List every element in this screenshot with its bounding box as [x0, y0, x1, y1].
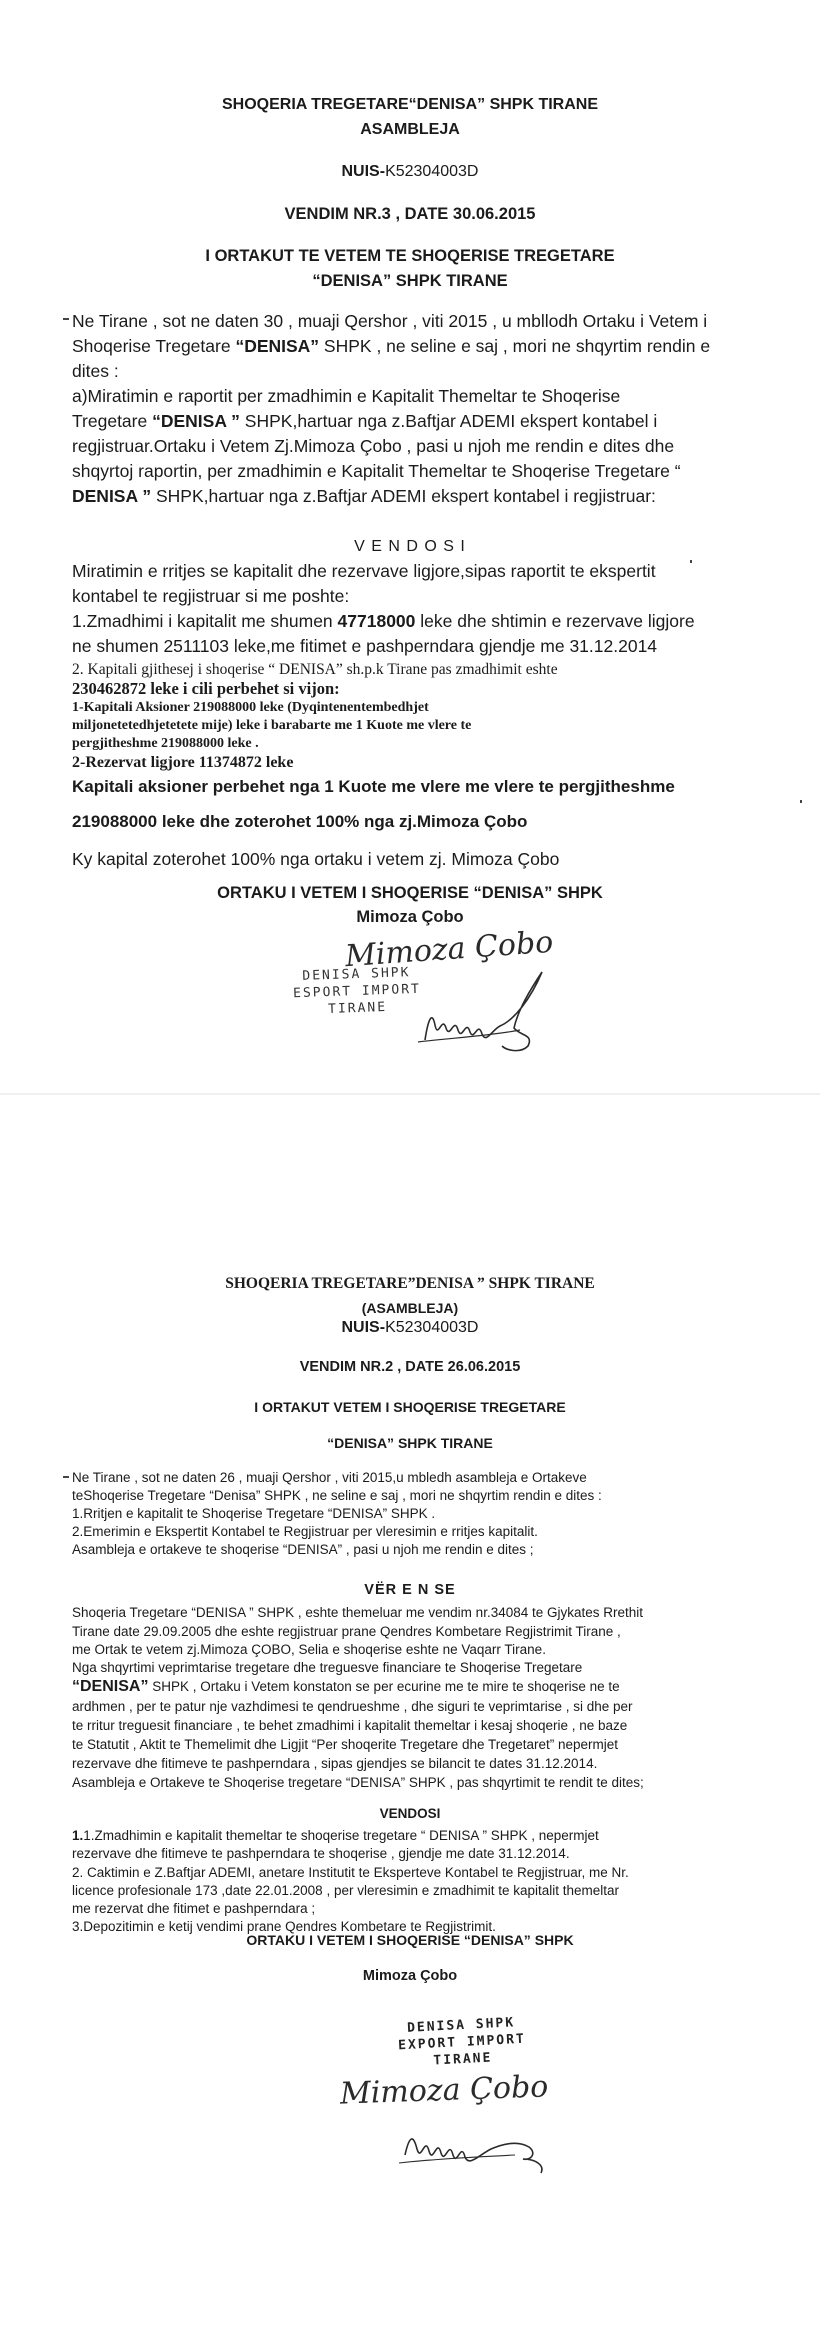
intro-line: Ne Tirane , sot ne daten 26 , muaji Qershor , viti 2015,u mbledh asambleja e Ortakeve — [72, 1470, 587, 1485]
margin-mark — [800, 800, 802, 803]
body-line: ne shumen 2511103 leke,me fitimet e pashperndara gjendje me 31.12.2014 — [72, 636, 658, 656]
handwritten-name: Mimoza Çobo — [339, 2069, 549, 2112]
stamp-line: EXPORT IMPORT — [397, 2031, 527, 2054]
intro-line: shqyrtoj raportin, per zmadhimin e Kapitalit Themeltar te Shoqerise Tregetare “ — [72, 461, 681, 481]
decision-line: rezervave dhe fitimeve te pashperndara te shoqerise , gjendje me date 31.12.2014. — [72, 1846, 570, 1861]
partner-line-1: I ORTAKUT VETEM I SHOQERISE TREGETARE — [254, 1399, 566, 1415]
signature-scribble — [410, 950, 570, 1060]
body-line: “DENISA” SHPK , Ortaku i Vetem konstaton se per ecurine me te mire te shoqerise ne te — [72, 1678, 620, 1695]
assembly-title: (ASAMBLEJA) — [361, 1300, 459, 1316]
body-line: te rritur treguesit financiare , te behet zmadhimi i kapitalit themeltar i kesaj shoqerie , ne baze — [72, 1718, 628, 1733]
intro-line: a)Miratimin e raportit per zmadhimin e Kapitalit Themeltar te Shoqerise — [72, 386, 621, 406]
margin-mark — [63, 1476, 69, 1478]
nuis-label: NUIS- — [341, 163, 386, 180]
serif-line: 2. Kapitali gjithesej i shoqerise “ DENISA” sh.p.k Tirane pas zmadhimit eshte — [72, 661, 558, 678]
serif-line: 1-Kapitali Aksioner 219088000 leke (Dyqintenentembedhjet — [72, 700, 429, 715]
decision-line: 1.1.Zmadhimin e kapitalit themeltar te shoqerise tregetare “ DENISA ” SHPK , nepermjet — [72, 1828, 599, 1843]
decision-line: 3.Depozitimin e ketij vendimi prane Qendres Kombetare te Regjistrimit. — [72, 1919, 496, 1934]
signatory-name: Mimoza Çobo — [356, 908, 464, 926]
final-line: 219088000 leke dhe zoterohet 100% nga zj.Mimoza Çobo — [72, 812, 528, 831]
decision-line: 2. Caktimin e Z.Baftjar ADEMI, anetare Institutit te Eksperteve Kontabel te Regjistruar, me Nr. — [72, 1865, 629, 1880]
intro-line: 2.Emerimin e Ekspertit Kontabel te Regjistruar per vleresimin e rritjes kapitalit. — [72, 1524, 538, 1539]
stamp-line: DENISA SHPK — [406, 2015, 516, 2036]
partner-line-2: “DENISA” SHPK TIRANE — [312, 272, 508, 290]
body-line: te Statutit , Aktit te Themelimit dhe Ligjit “Per shoqerite Tregetare dhe Tregetaret” nepermjet — [72, 1737, 619, 1752]
body-line: ardhmen , per te patur nje vazhdimesi te qendrueshme , dhe siguri te veprimtarise , si dhe per — [72, 1699, 633, 1714]
final-line: Kapitali aksioner perbehet nga 1 Kuote me vlere me vlere te pergjitheshme — [72, 777, 675, 796]
decision-line: me rezervat dhe fitimet e pashperndara ; — [72, 1901, 316, 1916]
nuis-line — [0, 163, 820, 181]
intro-line: Tregetare “DENISA ” SHPK,hartuar nga z.Baftjar ADEMI ekspert kontabel i — [72, 411, 658, 431]
intro-line: dites : — [72, 361, 119, 381]
document-page-1 — [0, 0, 820, 1095]
document-page-2 — [0, 1095, 820, 2332]
body-line: rezervave dhe fitimeve te pashperndara , sipas gjendjes se bilancit te dates 31.12.2014. — [72, 1756, 598, 1771]
body-line: Miratimin e rritjes se kapitalit dhe rezervave ligjore,sipas raportit te ekspertit — [72, 561, 656, 581]
assembly-title: ASAMBLEJA — [360, 121, 460, 138]
partner-line-2: “DENISA” SHPK TIRANE — [327, 1435, 493, 1451]
intro-line: Asambleja e ortakeve te shoqerise “DENISA” , pasi u njoh me rendin e dites ; — [72, 1542, 534, 1557]
body-line: Shoqeria Tregetare “DENISA ” SHPK , eshte themeluar me vendim nr.34084 te Gjykates Rrethit — [72, 1605, 644, 1620]
signatory-title: ORTAKU I VETEM I SHOQERISE “DENISA” SHPK — [246, 1932, 574, 1948]
margin-mark — [63, 318, 69, 320]
company-title: SHOQERIA TREGETARE“DENISA” SHPK TIRANE — [221, 96, 599, 113]
nuis-value: K52304003D — [385, 163, 479, 180]
handwritten-name: Mimoza Çobo — [344, 924, 555, 975]
signatory-title: ORTAKU I VETEM I SHOQERISE “DENISA” SHPK — [217, 884, 603, 902]
signature-scribble — [395, 2115, 575, 2185]
stamp-line: TIRANE — [433, 2050, 493, 2069]
decides-heading: VENDOSI — [379, 1806, 441, 1821]
nuis-label: NUIS- — [341, 1319, 386, 1336]
signatory-name: Mimoza Çobo — [362, 1968, 458, 1984]
company-title: SHOQERIA TREGETARE”DENISA ” SHPK TIRANE — [225, 1275, 595, 1292]
decision-number: VENDIM NR.3 , DATE 30.06.2015 — [284, 205, 536, 223]
stamp-line: TIRANE — [327, 999, 388, 1018]
seeing-heading: VËR E N SE — [364, 1582, 456, 1598]
serif-line: 230462872 leke i cili perbehet si vijon: — [72, 679, 340, 698]
body-line: Tirane date 29.09.2005 dhe eshte regjistruar prane Qendres Kombetare Regjistrimit Tirane , — [72, 1624, 621, 1639]
body-line: Asambleja e Ortakeve te Shoqerise tregetare “DENISA” SHPK , pas shqyrtimit te rendit te dites; — [72, 1775, 644, 1790]
intro-line: 1.Rritjen e kapitalit te Shoqerise Tregetare “DENISA” SHPK . — [72, 1506, 436, 1521]
body-line: me Ortak te vetem zj.Mimoza ÇOBO, Selia e shoqerise eshte ne Vaqarr Tirane. — [72, 1642, 546, 1657]
decision-number: VENDIM NR.2 , DATE 26.06.2015 — [299, 1359, 521, 1375]
partner-line-1: I ORTAKUT TE VETEM TE SHOQERISE TREGETARE — [205, 247, 615, 265]
body-line: Nga shqyrtimi veprimtarise tregetare dhe treguesve financiare te Shoqerise Tregetare — [72, 1660, 583, 1675]
intro-line: regjistruar.Ortaku i Vetem Zj.Mimoza Çobo , pasi u njoh me rendin e dites dhe — [72, 436, 675, 456]
final-line: Ky kapital zoterohet 100% nga ortaku i vetem zj. Mimoza Çobo — [72, 849, 560, 869]
intro-line: Shoqerise Tregetare “DENISA” SHPK , ne seline e saj , mori ne shqyrtim rendin e — [72, 336, 711, 356]
body-line: 1.Zmadhimi i kapitalit me shumen 47718000 leke dhe shtimin e rezervave ligjore — [72, 611, 695, 631]
nuis-line — [0, 1319, 820, 1337]
serif-line: 2-Rezervat ligjore 11374872 leke — [72, 754, 294, 771]
margin-mark — [690, 560, 692, 563]
intro-line: Ne Tirane , sot ne daten 30 , muaji Qershor , viti 2015 , u mbllodh Ortaku i Vetem i — [72, 311, 708, 331]
decision-line: licence profesionale 173 ,date 22.01.2008 , per vleresimin e zmadhimit te kapitalit themeltar — [72, 1883, 620, 1898]
intro-line: DENISA ” SHPK,hartuar nga z.Baftjar ADEMI ekspert kontabel i regjistruar: — [72, 486, 656, 506]
decides-heading: V E N D O S I — [354, 538, 466, 555]
serif-line: miljonetetedhjetetete mije) leke i barabarte me 1 Kuote me vlere te — [72, 718, 472, 733]
stamp-line: ESPORT IMPORT — [292, 981, 422, 1002]
stamp-line: DENISA SHPK — [302, 965, 411, 984]
nuis-value: K52304003D — [385, 1319, 479, 1336]
body-line: kontabel te regjistruar si me poshte: — [72, 586, 350, 606]
company-stamp — [391, 2013, 533, 2071]
intro-line: teShoqerise Tregetare “Denisa” SHPK , ne seline e saj , mori ne shqyrtim rendin e dites : — [72, 1488, 602, 1503]
serif-line: pergjitheshme 219088000 leke . — [72, 736, 259, 751]
